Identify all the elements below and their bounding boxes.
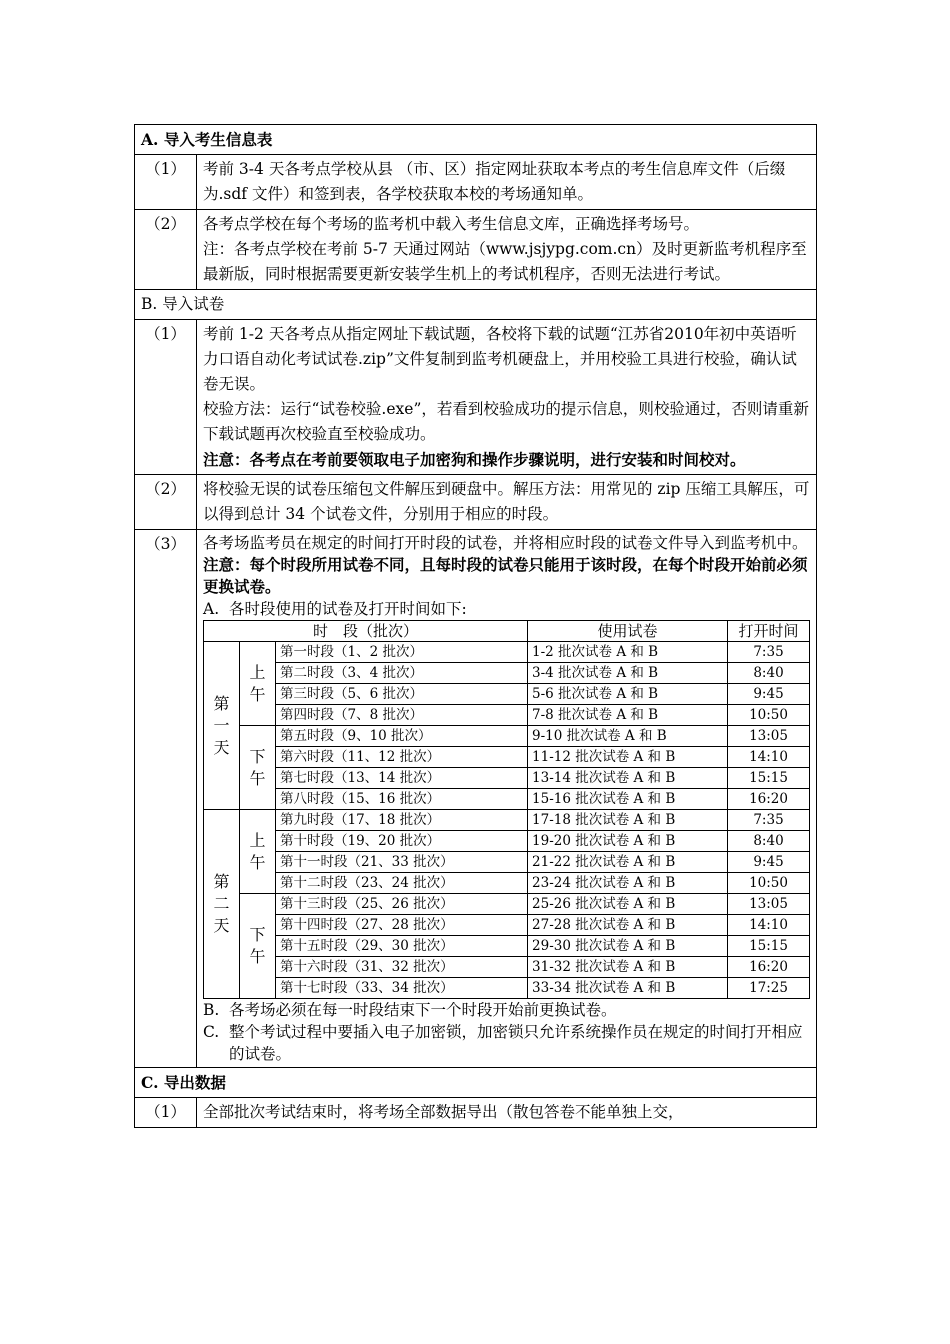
table-row [204,705,810,726]
table-row [204,831,810,852]
table-row [204,894,810,915]
paper-cell: 19-20 批次试卷 A 和 B [528,831,728,852]
table-row [204,642,810,663]
day-label: 第 一 天 [204,642,240,810]
half-day-label: 上 午 [240,642,276,726]
paragraph: 各考点学校在每个考场的监考机中载入考生信息文库，正确选择考场号。 [203,215,700,233]
time-cell: 13:05 [728,894,810,915]
header-period: 时 段（批次） [204,621,528,642]
period-cell: 第六时段（11、12 批次） [276,747,528,768]
row-number: （1） [135,155,197,210]
table-row [204,684,810,705]
time-cell: 9:45 [728,684,810,705]
period-cell: 第十时段（19、20 批次） [276,831,528,852]
period-cell: 第十三时段（25、26 批次） [276,894,528,915]
period-cell: 第十二时段（23、24 批次） [276,873,528,894]
time-cell: 15:15 [728,936,810,957]
period-cell: 第一时段（1、2 批次） [276,642,528,663]
paper-cell: 21-22 批次试卷 A 和 B [528,852,728,873]
time-cell: 9:45 [728,852,810,873]
paragraph: 校验方法：运行“试卷校验.exe”，若看到校验成功的提示信息，则校验通过，否则请重新下载试题再次校验直至校验成功。 [203,400,809,443]
paper-cell: 11-12 批次试卷 A 和 B [528,747,728,768]
paper-cell: 9-10 批次试卷 A 和 B [528,726,728,747]
time-cell: 10:50 [728,705,810,726]
paragraph: 全部批次考试结束时，将考场全部数据导出（散包答卷不能单独上交， [203,1103,684,1121]
table-row [204,936,810,957]
table-row [204,810,810,831]
paper-cell: 27-28 批次试卷 A 和 B [528,915,728,936]
paper-cell: 13-14 批次试卷 A 和 B [528,768,728,789]
table-row [204,747,810,768]
paper-cell: 5-6 批次试卷 A 和 B [528,684,728,705]
half-day-label: 上 午 [240,810,276,894]
section-b-title: B. 导入试卷 [135,290,817,320]
day-label: 第 二 天 [204,810,240,999]
period-cell: 第十六时段（31、32 批次） [276,957,528,978]
period-cell: 第四时段（7、8 批次） [276,705,528,726]
paper-cell: 15-16 批次试卷 A 和 B [528,789,728,810]
instruction-table [134,124,817,1128]
section-a-row-1 [135,155,817,210]
header-paper: 使用试卷 [528,621,728,642]
section-b-row-2 [135,475,817,530]
time-cell: 8:40 [728,831,810,852]
paper-cell: 33-34 批次试卷 A 和 B [528,978,728,999]
paper-cell: 25-26 批次试卷 A 和 B [528,894,728,915]
schedule-table [203,620,810,999]
paper-cell: 1-2 批次试卷 A 和 B [528,642,728,663]
section-c-title: C. 导出数据 [135,1068,817,1098]
half-day-label: 下 午 [240,894,276,999]
list-item-c: C. 整个考试过程中要插入电子加密锁，加密锁只允许系统操作员在规定的时间打开相应的试卷。 [203,1023,803,1063]
time-cell: 7:35 [728,642,810,663]
time-cell: 7:35 [728,810,810,831]
table-row [204,852,810,873]
row-number: （3） [135,530,197,1068]
paragraph: 考前 1-2 天各考点从指定网址下载试题，各校将下载的试题“江苏省2010年初中英语听力口语自动化考试试卷.zip”文件复制到监考机硬盘上，并用校验工具进行校验，确认试卷无误。 [203,325,797,393]
header-time: 打开时间 [728,621,810,642]
list-item-a: A. 各时段使用的试卷及打开时间如下: [203,600,467,618]
paper-cell: 17-18 批次试卷 A 和 B [528,810,728,831]
paragraph: 将校验无误的试卷压缩包文件解压到硬盘中。解压方法：用常见的 zip 压缩工具解压，可以得到总计 34 个试卷文件，分别用于相应的时段。 [203,480,810,523]
period-cell: 第十一时段（21、33 批次） [276,852,528,873]
period-cell: 第二时段（3、4 批次） [276,663,528,684]
period-cell: 第五时段（9、10 批次） [276,726,528,747]
paper-cell: 29-30 批次试卷 A 和 B [528,936,728,957]
section-b-row-1 [135,320,817,475]
paragraph: 各考场监考员在规定的时间打开时段的试卷，并将相应时段的试卷文件导入到监考机中。 [203,534,808,552]
table-row [204,915,810,936]
row-number: （1） [135,320,197,475]
period-cell: 第三时段（5、6 批次） [276,684,528,705]
period-cell: 第十七时段（33、34 批次） [276,978,528,999]
time-cell: 14:10 [728,915,810,936]
row-number: （2） [135,475,197,530]
warning-paragraph: 注意：各考点在考前要领取电子加密狗和操作步骤说明，进行安装和时间校对。 [203,450,746,469]
paper-cell: 7-8 批次试卷 A 和 B [528,705,728,726]
paper-cell: 23-24 批次试卷 A 和 B [528,873,728,894]
table-row [204,663,810,684]
table-row [204,789,810,810]
period-cell: 第八时段（15、16 批次） [276,789,528,810]
time-cell: 16:20 [728,789,810,810]
table-row [204,768,810,789]
table-row [204,726,810,747]
paper-cell: 31-32 批次试卷 A 和 B [528,957,728,978]
table-row [204,957,810,978]
half-day-label: 下 午 [240,726,276,810]
time-cell: 13:05 [728,726,810,747]
section-c-row-1 [135,1098,817,1128]
paper-cell: 3-4 批次试卷 A 和 B [528,663,728,684]
time-cell: 17:25 [728,978,810,999]
section-a-row-2 [135,210,817,290]
list-item-b: B. 各考场必须在每一时段结束下一个时段开始前更换试卷。 [203,1001,617,1019]
note-paragraph: 注：各考点学校在考前 5-7 天通过网站（www.jsjypg.com.cn）及时更新监考机程序至最新版，同时根据需要更新安装学生机上的考试机程序，否则无法进行考试。 [203,240,807,283]
time-cell: 8:40 [728,663,810,684]
time-cell: 15:15 [728,768,810,789]
period-cell: 第七时段（13、14 批次） [276,768,528,789]
section-a-title: A. 导入考生信息表 [135,125,817,155]
row-number: （2） [135,210,197,290]
period-cell: 第十四时段（27、28 批次） [276,915,528,936]
row-number: （1） [135,1098,197,1128]
document-page [134,124,816,1128]
period-cell: 第十五时段（29、30 批次） [276,936,528,957]
time-cell: 10:50 [728,873,810,894]
table-row [204,873,810,894]
table-row [204,978,810,999]
time-cell: 14:10 [728,747,810,768]
period-cell: 第九时段（17、18 批次） [276,810,528,831]
paragraph: 考前 3-4 天各考点学校从县 （市、区）指定网址获取本考点的考生信息库文件（后缀为.sdf 文件）和签到表，各学校获取本校的考场通知单。 [203,160,786,203]
time-cell: 16:20 [728,957,810,978]
section-b-row-3 [135,530,817,1068]
warning-paragraph: 注意：每个时段所用试卷不同，且每时段的试卷只能用于该时段，在每个时段开始前必须更换试卷。 [203,555,808,596]
